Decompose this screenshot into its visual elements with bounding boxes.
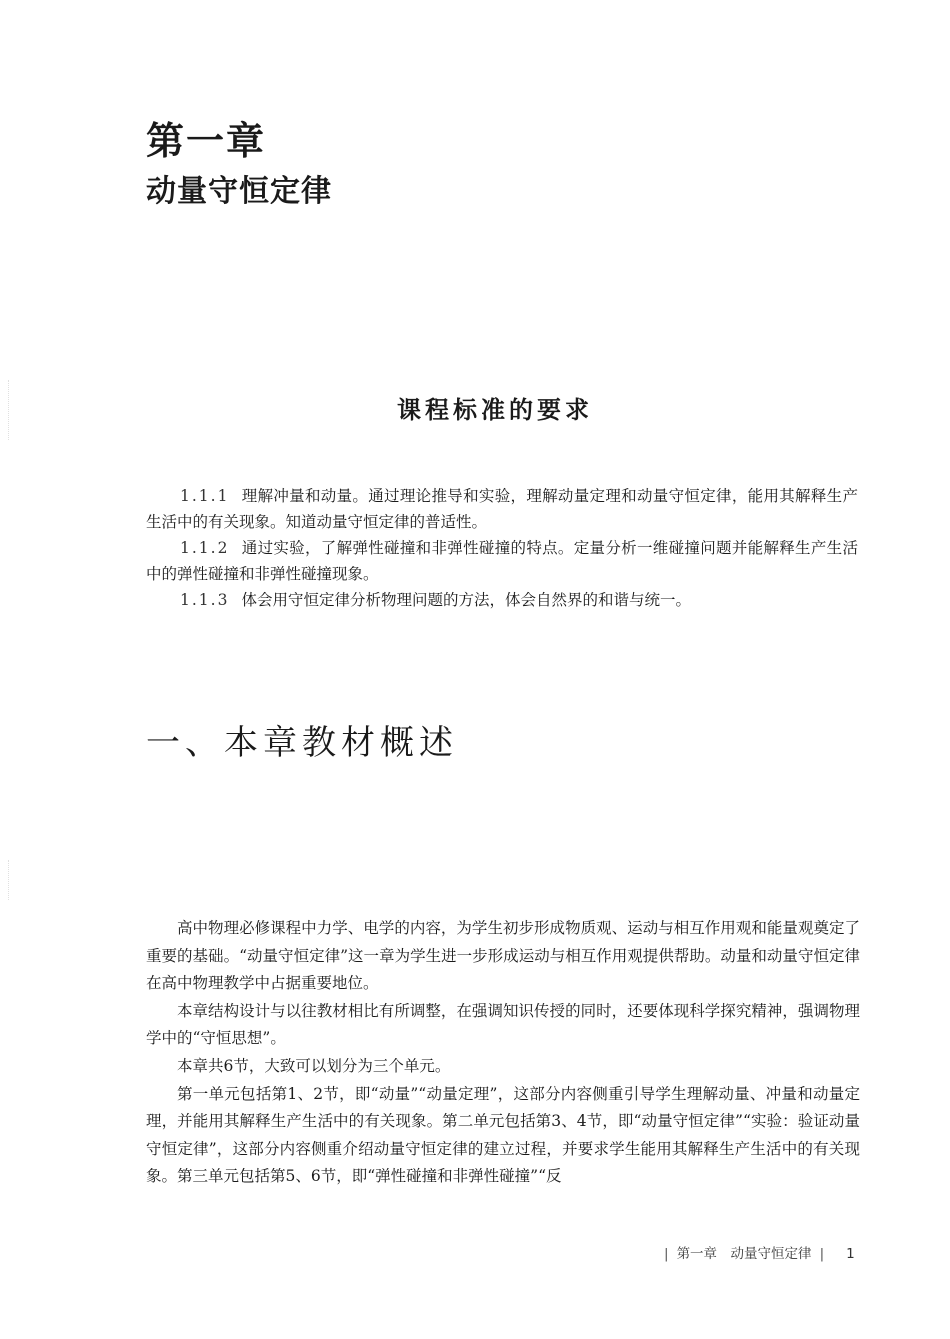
standards-heading: 课程标准的要求 [397,395,593,424]
body-paragraph: 本章共6节，大致可以划分为三个单元。 [177,1056,451,1075]
body-paragraph: 高中物理必修课程中力学、电学的内容，为学生初步形成物质观、运动与相互作用观和能量观奠定了重要的基础。“动量守恒定律”这一章为学生进一步形成运动与相互作用观提供帮助。动量和动量守恒定律在高中物理教学中占据重要地位。 [146,919,860,993]
footer-separator: | [664,1246,669,1262]
footer-separator: | [819,1246,825,1262]
footer-chapter-title: 第一章 动量守恒定律 [676,1246,812,1262]
scan-edge-dots [8,860,11,900]
standard-text: 理解冲量和动量。通过理论推导和实验，理解动量定理和动量守恒定律，能用其解释生产生活中的有关现象。知道动量守恒定律的普适性。 [146,487,858,531]
section-body [146,915,860,1191]
standard-text: 体会用守恒定律分析物理问题的方法，体会自然界的和谐与统一。 [241,591,691,609]
chapter-number: 第一章 [146,118,267,163]
standard-number: 1.1.3 [180,591,230,609]
standards-list [146,483,858,613]
standard-text: 通过实验，了解弹性碰撞和非弹性碰撞的特点。定量分析一维碰撞问题并能解释生产生活中的弹性碰撞和非弹性碰撞现象。 [146,539,858,583]
body-paragraph: 本章结构设计与以往教材相比有所调整，在强调知识传授的同时，还要体现科学探究精神，强调物理学中的“守恒思想”。 [146,1001,860,1048]
standard-item [146,587,858,613]
section-heading: 一、本章教材概述 [146,723,458,763]
standard-item [146,483,858,535]
body-paragraph: 第一单元包括第1、2节，即“动量”“动量定理”，这部分内容侧重引导学生理解动量、冲量和动量定理，并能用其解释生产生活中的有关现象。第二单元包括第3、4节，即“动量守恒定律”“实验：验证动量守恒定律”，这部分内容侧重介绍动量守恒定律的建立过程，并要求学生能用其解释生产生活中的有关现象。第三单元包括第5、6节，即“弹性碰撞和非弹性碰撞”“反 [146,1084,860,1186]
standard-number: 1.1.1 [180,487,230,505]
standard-item [146,535,858,587]
page-number: 1 [846,1246,855,1262]
page-footer [660,1244,855,1264]
chapter-title: 动量守恒定律 [146,174,332,209]
standard-number: 1.1.2 [180,539,230,557]
